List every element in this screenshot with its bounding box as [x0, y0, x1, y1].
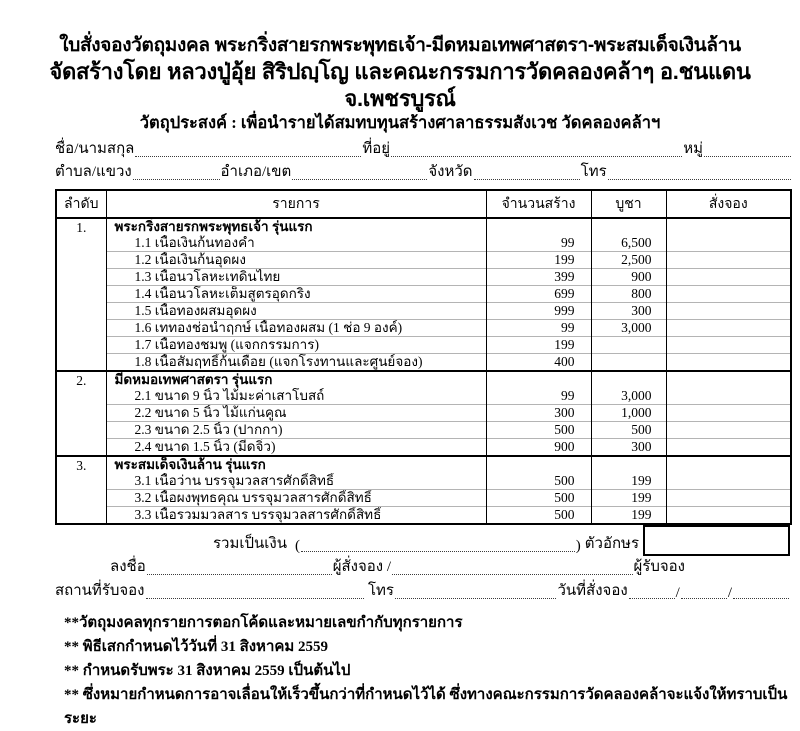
form-header — [0, 0, 800, 133]
item-order-blank — [666, 422, 791, 439]
item-order-blank — [666, 235, 791, 252]
section-qty-cell — [486, 371, 591, 388]
section-row — [56, 456, 791, 473]
item-quantity: 99 — [486, 320, 591, 337]
item-quantity: 900 — [486, 439, 591, 457]
item-row — [56, 320, 791, 337]
item-row — [56, 354, 791, 372]
item-row — [56, 473, 791, 490]
section-price-cell — [591, 371, 666, 388]
booking-phone-label: โทร — [367, 583, 394, 599]
item-price: 300 — [591, 303, 666, 320]
order-date-label: วันที่สั่งจอง — [557, 583, 628, 599]
item-price: 3,000 — [591, 388, 666, 405]
item-order-blank — [666, 354, 791, 372]
booking-phone-blank — [395, 597, 556, 599]
item-price: 800 — [591, 286, 666, 303]
date-slash-1: / — [675, 585, 680, 601]
section-qty-cell — [486, 456, 591, 473]
applicant-fields — [55, 137, 792, 184]
place-blank — [146, 597, 364, 599]
item-name: 2.3 ขนาด 2.5 นิ้ว (ปากกา) — [106, 422, 486, 439]
order-table-body — [56, 218, 791, 524]
item-order-blank — [666, 490, 791, 507]
section-order-cell — [666, 456, 791, 473]
item-order-blank — [666, 286, 791, 303]
item-row — [56, 490, 791, 507]
form-purpose-line: วัตถุประสงค์ : เพื่อนำรายได้สมทบทุนสร้างศาลาธรรมสังเวช วัดคลองคล้าฯ — [139, 113, 661, 132]
item-row — [56, 235, 791, 252]
col-header-order: สั่งจอง — [666, 190, 791, 218]
total-label: รวมเป็นเงิน — [213, 536, 287, 552]
total-suffix: ตัวอักษร — [584, 536, 639, 552]
note-schedule-change: ** ซึ่งหมายกำหนดการอาจเลื่อนให้เร็วขึ้นกว่าที่กำหนดไว้ได้ ซึ่งทางคณะกรรมการวัดคลองคล้าจะแจ้งให้ทราบเป็นระยะ — [64, 687, 788, 727]
note-code-stamp: **วัตถุมงคลทุกรายการตอกโค้ดและหมายเลขกำกับทุกรายการ — [64, 615, 463, 631]
item-price: 1,000 — [591, 405, 666, 422]
section-title: มีดหมอเทพศาสตรา รุ่นแรก — [106, 371, 486, 388]
tambon-blank — [133, 178, 220, 180]
item-price: 6,500 — [591, 235, 666, 252]
item-quantity: 199 — [486, 252, 591, 269]
item-order-blank — [666, 388, 791, 405]
item-name: 1.6 เททองช่อนำฤกษ์ เนื้อทองผสม (1 ช่อ 9 องค์) — [106, 320, 486, 337]
section-title: พระสมเด็จเงินล้าน รุ่นแรก — [106, 456, 486, 473]
item-row — [56, 286, 791, 303]
note-ceremony-date: ** พิธีเสกกำหนดไว้วันที่ 31 สิงหาคม 2559 — [64, 639, 329, 655]
item-row — [56, 388, 791, 405]
date-slash-2: / — [727, 585, 732, 601]
amphoe-blank — [292, 178, 427, 180]
item-order-blank — [666, 405, 791, 422]
col-header-index: ลำดับ — [56, 190, 106, 218]
item-price — [591, 354, 666, 372]
item-order-blank — [666, 269, 791, 286]
item-name: 1.5 เนื้อทองผสมอุดผง — [106, 303, 486, 320]
phone-label: โทร — [580, 164, 607, 180]
item-quantity: 999 — [486, 303, 591, 320]
item-order-blank — [666, 473, 791, 490]
section-row — [56, 218, 791, 235]
item-name: 2.2 ขนาด 5 นิ้ว ไม้แก่นคูณ — [106, 405, 486, 422]
total-amount-box — [643, 525, 790, 556]
item-quantity: 500 — [486, 473, 591, 490]
item-quantity: 699 — [486, 286, 591, 303]
table-header-row — [56, 190, 791, 218]
signature-row — [110, 557, 685, 579]
item-quantity: 300 — [486, 405, 591, 422]
item-name: 1.2 เนื้อเงินก้นอุดผง — [106, 252, 486, 269]
applicant-row-2 — [55, 161, 792, 184]
section-price-cell — [591, 218, 666, 235]
item-order-blank — [666, 252, 791, 269]
total-paren-close: ) — [575, 538, 581, 554]
item-quantity: 500 — [486, 490, 591, 507]
tambon-label: ตำบล/แขวง — [55, 164, 132, 180]
item-row — [56, 337, 791, 354]
item-price: 500 — [591, 422, 666, 439]
item-price: 2,500 — [591, 252, 666, 269]
form-title-line1: ใบสั่งจองวัตถุมงคล พระกริ่งสายรกพระพุทธเจ้า-มีดหมอเทพศาสตรา-พระสมเด็จเงินล้าน — [59, 35, 741, 56]
province-label: จังหวัด — [428, 164, 473, 180]
item-price: 199 — [591, 507, 666, 525]
item-order-blank — [666, 439, 791, 457]
place-label: สถานที่รับจอง — [55, 583, 145, 599]
item-quantity: 500 — [486, 507, 591, 525]
item-price: 199 — [591, 490, 666, 507]
item-name: 3.2 เนื้อผงพุทธคุณ บรรจุมวลสารศักดิ์สิทธิ์ — [106, 490, 486, 507]
item-price: 900 — [591, 269, 666, 286]
item-name: 3.1 เนื้อว่าน บรรจุมวลสารศักดิ์สิทธิ์ — [106, 473, 486, 490]
item-row — [56, 507, 791, 525]
orderer-signature-blank — [147, 573, 332, 575]
col-header-item: รายการ — [106, 190, 486, 218]
section-number: 2. — [56, 371, 106, 456]
item-name: 2.1 ขนาด 9 นิ้ว ไม้มะค่าเสาโบสถ์ — [106, 388, 486, 405]
col-header-price: บูชา — [591, 190, 666, 218]
sign-label: ลงชื่อ — [110, 559, 146, 575]
item-order-blank — [666, 507, 791, 525]
item-quantity: 400 — [486, 354, 591, 372]
province-blank — [474, 178, 580, 180]
item-row — [56, 252, 791, 269]
moo-blank — [704, 155, 791, 157]
item-row — [56, 439, 791, 457]
name-label: ชื่อ/นามสกุล — [55, 141, 135, 157]
item-order-blank — [666, 320, 791, 337]
total-amount-blank — [301, 550, 575, 552]
applicant-row-1 — [55, 137, 792, 161]
item-name: 1.3 เนื้อนวโลหะเทดินไทย — [106, 269, 486, 286]
item-name: 1.7 เนื้อทองชมพู (แจกกรรมการ) — [106, 337, 486, 354]
phone-blank — [608, 178, 791, 180]
section-qty-cell — [486, 218, 591, 235]
item-quantity: 199 — [486, 337, 591, 354]
item-name: 1.4 เนื้อนวโลหะเต็มสูตรอุดกริ่ง — [106, 286, 486, 303]
item-quantity: 99 — [486, 235, 591, 252]
total-paren-open: ( — [294, 538, 300, 554]
item-name: 3.3 เนื้อรวมมวลสาร บรรจุมวลสารศักดิ์สิทธิ์ — [106, 507, 486, 525]
orderer-label: ผู้สั่งจอง / — [332, 559, 392, 575]
item-order-blank — [666, 337, 791, 354]
item-name: 2.4 ขนาด 1.5 นิ้ว (มีดจิ๋ว) — [106, 439, 486, 457]
order-table — [55, 189, 792, 525]
item-quantity: 500 — [486, 422, 591, 439]
amphoe-label: อำเภอ/เขต — [220, 164, 292, 180]
receiver-signature-blank — [392, 573, 632, 575]
col-header-quantity: จำนวนสร้าง — [486, 190, 591, 218]
item-name: 1.8 เนื้อสัมฤทธิ์ก้นเดือย (แจกโรงทานและศูนย์จอง) — [106, 354, 486, 372]
total-amount-line — [213, 525, 639, 556]
section-order-cell — [666, 218, 791, 235]
item-price: 199 — [591, 473, 666, 490]
section-row — [56, 371, 791, 388]
footer-notes — [64, 611, 800, 731]
section-number: 1. — [56, 218, 106, 371]
item-row — [56, 303, 791, 320]
name-blank — [135, 155, 361, 157]
section-order-cell — [666, 371, 791, 388]
item-order-blank — [666, 303, 791, 320]
address-blank — [391, 155, 682, 157]
order-date-year-blank — [733, 597, 789, 599]
item-quantity: 399 — [486, 269, 591, 286]
item-row — [56, 405, 791, 422]
order-date-month-blank — [681, 597, 727, 599]
order-date-day-blank — [629, 597, 675, 599]
section-number: 3. — [56, 456, 106, 524]
item-row — [56, 422, 791, 439]
item-quantity: 99 — [486, 388, 591, 405]
section-title: พระกริ่งสายรกพระพุทธเจ้า รุ่นแรก — [106, 218, 486, 235]
address-label: ที่อยู่ — [362, 141, 391, 157]
moo-label: หมู่ — [683, 141, 704, 157]
form-title-line2: จัดสร้างโดย หลวงปู่อุ้ย สิริปญฺโญ และคณะกรรมการวัดคลองคล้าๆ อ.ชนแดน จ.เพชรบูรณ์ — [49, 59, 751, 111]
item-price — [591, 337, 666, 354]
item-name: 1.1 เนื้อเงินก้นทองคำ — [106, 235, 486, 252]
item-price: 3,000 — [591, 320, 666, 337]
receiver-label: ผู้รับจอง — [633, 559, 685, 575]
section-price-cell — [591, 456, 666, 473]
booking-row — [55, 581, 790, 603]
note-pickup-date: ** กำหนดรับพระ 31 สิงหาคม 2559 เป็นต้นไป — [64, 663, 351, 679]
total-row — [55, 525, 790, 557]
item-row — [56, 269, 791, 286]
item-price: 300 — [591, 439, 666, 457]
